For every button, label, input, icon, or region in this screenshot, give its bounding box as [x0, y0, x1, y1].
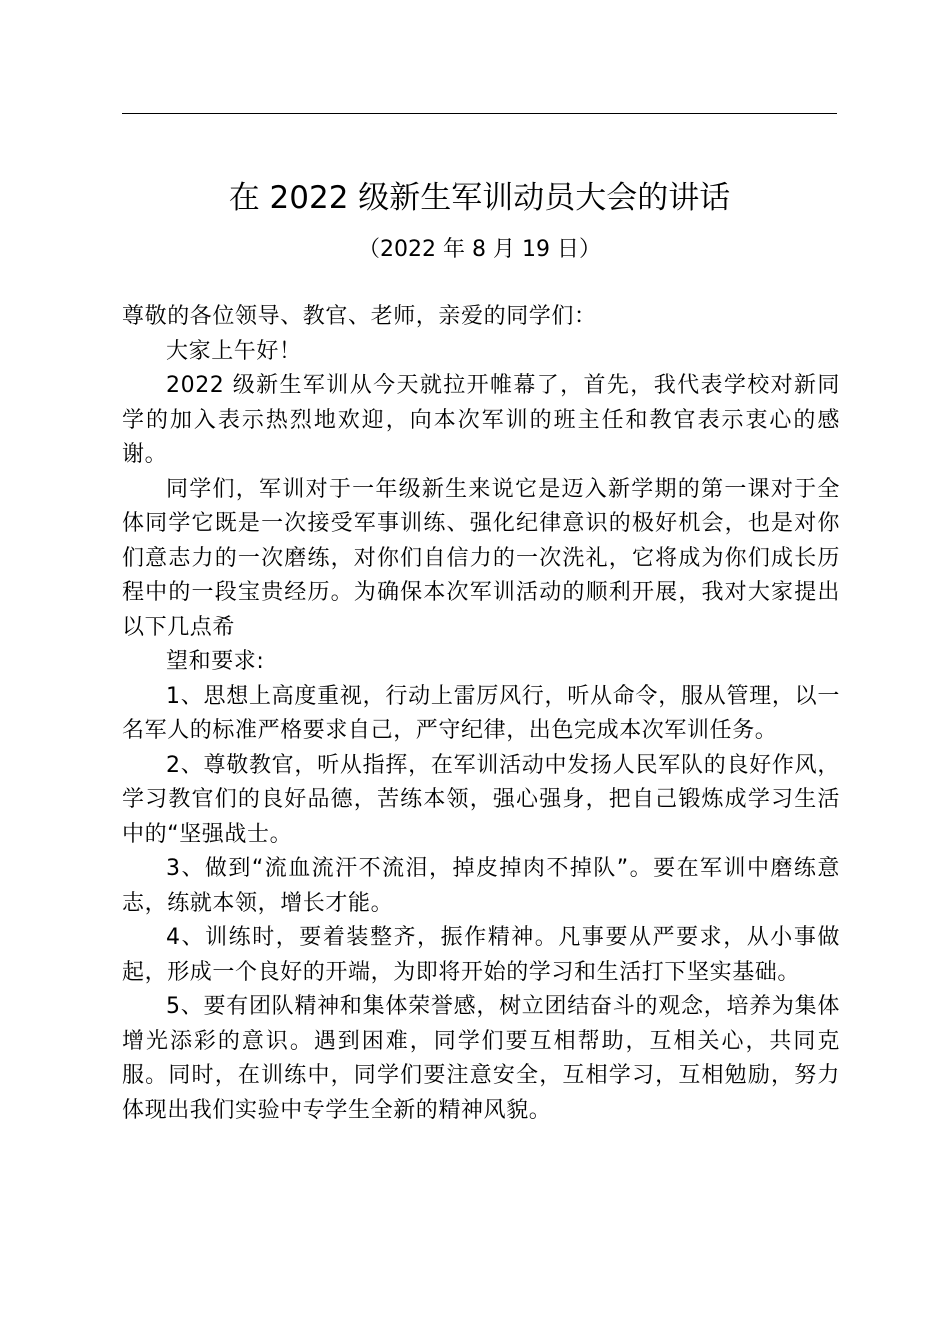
paragraph-welcome: 2022 级新生军训从今天就拉开帷幕了，首先，我代表学校对新同学的加入表示热烈地欢迎，向本次军训的班主任和教官表示衷心的感谢。	[122, 373, 840, 467]
requirement-item-2: 2、尊敬教官，听从指挥，在军训活动中发扬人民军队的良好作风，学习教官们的良好品德，苦练本领，强心强身，把自己锻炼成学习生活中的“坚强战士。	[122, 752, 840, 847]
paragraph-significance: 同学们，军训对于一年级新生来说它是迈入新学期的第一课对于全体同学它既是一次接受军事训练、强化纪律意识的极好机会，也是对你们意志力的一次磨练，对你们自信力的一次洗礼，它将成为你们成长历程中的一段宝贵经历。为确保本次军训活动的顺利开展，我对大家提出以下几点希	[122, 476, 840, 640]
salutation: 尊敬的各位领导、教官、老师，亲爱的同学们：	[122, 304, 597, 329]
document-body	[122, 300, 840, 1128]
requirement-item-4: 4、训练时，要着装整齐，振作精神。凡事要从严要求，从小事做起，形成一个良好的开端，为即将开始的学习和生活打下坚实基础。	[122, 925, 840, 985]
header-rule	[122, 113, 837, 114]
requirement-item-3: 3、做到“流血流汗不流泪，掉皮掉肉不掉队”。要在军训中磨练意志，练就本领，增长才能。	[122, 856, 840, 916]
document-title: 在 2022 级新生军训动员大会的讲话	[228, 180, 731, 216]
document-date: （2022 年 8 月 19 日）	[358, 237, 601, 262]
paragraph-requirements-intro: 望和要求:	[166, 649, 265, 674]
paragraph-greeting: 大家上午好！	[166, 338, 302, 364]
requirement-item-1: 1、思想上高度重视，行动上雷厉风行，听从命令，服从管理，以一名军人的标准严格要求自己，严守纪律，出色完成本次军训任务。	[122, 683, 840, 743]
requirement-item-5: 5、要有团队精神和集体荣誉感，树立团结奋斗的观念，培养为集体增光添彩的意识。遇到困难，同学们要互相帮助，互相关心，共同克服。同时，在训练中，同学们要注意安全，互相学习，互相勉励，努力体现出我们实验中专学生全新的精神风貌。	[122, 994, 840, 1123]
